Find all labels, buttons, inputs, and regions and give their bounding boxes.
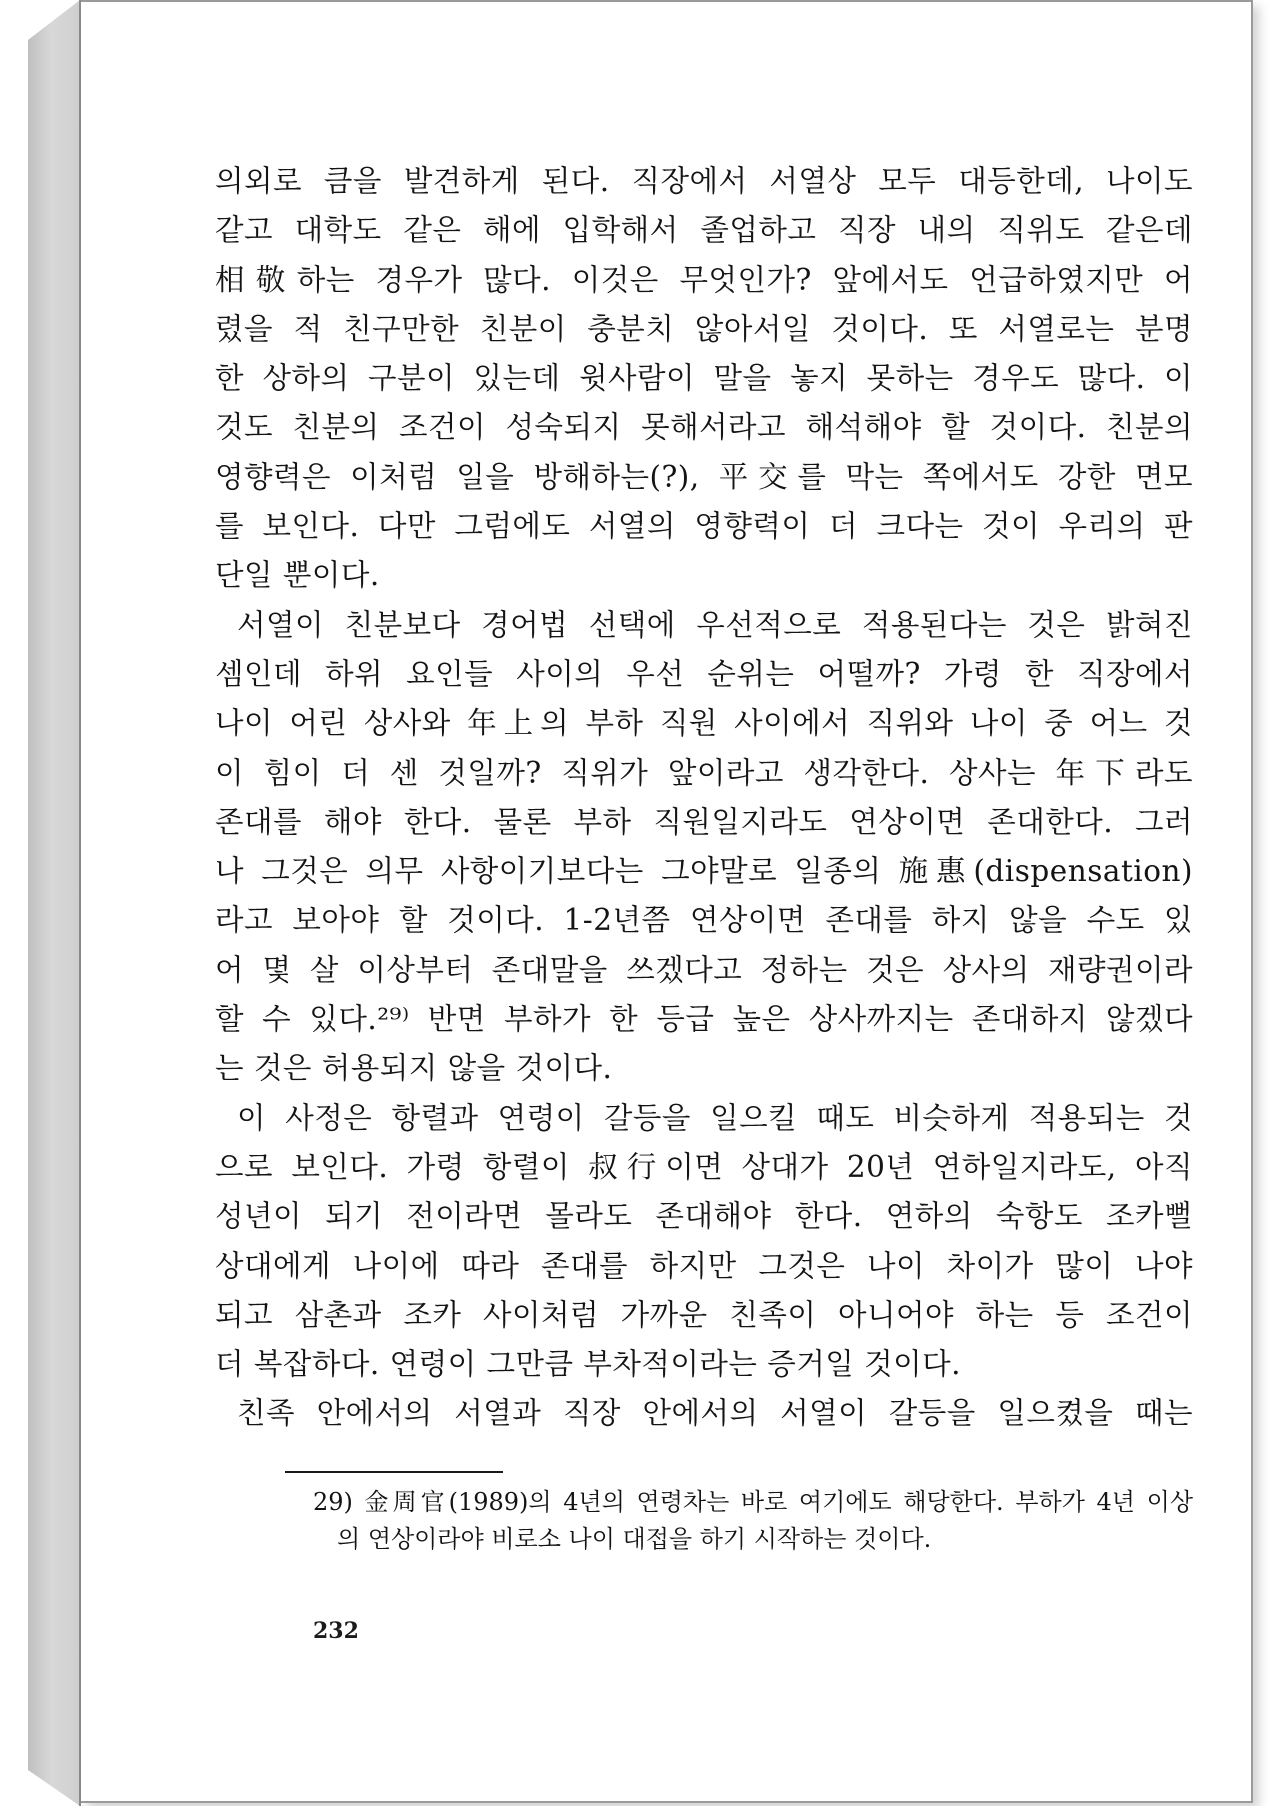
book-spine-edge	[28, 0, 80, 1806]
text-line: 나 그것은 의무 사항이기보다는 그야말로 일종의 施惠(dispensation)	[215, 854, 1193, 889]
page-number: 232	[313, 1618, 359, 1644]
text-line: 어 몇 살 이상부터 존대말을 쓰겠다고 정하는 것은 상사의 재량권이라	[215, 952, 1193, 987]
book-page	[81, 0, 1253, 1803]
text-line: 단일 뿐이다.	[215, 558, 380, 593]
body-text	[215, 157, 1193, 1439]
text-line: 라고 보아야 할 것이다. 1-2년쯤 연상이면 존대를 하지 않을 수도 있	[215, 903, 1193, 938]
text-line: 성년이 되기 전이라면 몰라도 존대해야 한다. 연하의 숙항도 조카뻘	[215, 1199, 1193, 1234]
text-line: 할 수 있다.²⁹⁾ 반면 부하가 한 등급 높은 상사까지는 존대하지 않겠다	[215, 1002, 1193, 1037]
text-line: 친족 안에서의 서열과 직장 안에서의 서열이 갈등을 일으켰을 때는	[237, 1396, 1193, 1431]
footnote-separator	[285, 1471, 503, 1473]
text-line: 으로 보인다. 가령 항렬이 叔行이면 상대가 20년 연하일지라도, 아직	[215, 1149, 1193, 1184]
text-line: 의외로 큼을 발견하게 된다. 직장에서 서열상 모두 대등한데, 나이도	[215, 164, 1193, 198]
text-line: 것도 친분의 조건이 성숙되지 못해서라고 해석해야 할 것이다. 친분의	[215, 410, 1193, 445]
footnote	[313, 1484, 1193, 1558]
text-line: 영향력은 이처럼 일을 방해하는(?), 平交를 막는 쪽에서도 강한 면모	[215, 459, 1193, 494]
text-line: 한 상하의 구분이 있는데 윗사람이 말을 놓지 못하는 경우도 많다. 이	[215, 361, 1193, 396]
text-line: 이 힘이 더 센 것일까? 직위가 앞이라고 생각한다. 상사는 年下라도	[215, 755, 1193, 790]
text-line: 상대에게 나이에 따라 존대를 하지만 그것은 나이 차이가 많이 나야	[215, 1248, 1193, 1283]
text-line: 같고 대학도 같은 해에 입학해서 졸업하고 직장 내의 직위도 같은데	[215, 213, 1193, 248]
text-line: 나이 어린 상사와 年上의 부하 직원 사이에서 직위와 나이 중 어느 것	[215, 706, 1193, 741]
footnote-line: 29) 金周官(1989)의 4년의 연령차는 바로 여기에도 해당한다. 부하가 4년 이상	[313, 1488, 1193, 1516]
text-line: 더 복잡하다. 연령이 그만큼 부차적이라는 증거일 것이다.	[215, 1347, 961, 1382]
text-line: 렸을 적 친구만한 친분이 충분치 않아서일 것이다. 또 서열로는 분명	[215, 311, 1193, 346]
text-line: 相敬하는 경우가 많다. 이것은 무엇인가? 앞에서도 언급하였지만 어	[215, 262, 1193, 297]
text-line: 를 보인다. 다만 그럼에도 서열의 영향력이 더 크다는 것이 우리의 판	[215, 509, 1193, 544]
text-line: 셈인데 하위 요인들 사이의 우선 순위는 어떨까? 가령 한 직장에서	[215, 656, 1193, 691]
text-line: 는 것은 허용되지 않을 것이다.	[215, 1051, 613, 1086]
text-line: 되고 삼촌과 조카 사이처럼 가까운 친족이 아니어야 하는 등 조건이	[215, 1297, 1193, 1332]
footnote-line: 의 연상이라야 비로소 나이 대접을 하기 시작하는 것이다.	[337, 1525, 932, 1553]
text-line: 서열이 친분보다 경어법 선택에 우선적으로 적용된다는 것은 밝혀진	[237, 607, 1193, 642]
text-line: 존대를 해야 한다. 물론 부하 직원일지라도 연상이면 존대한다. 그러	[215, 804, 1193, 839]
text-line: 이 사정은 항렬과 연령이 갈등을 일으킬 때도 비슷하게 적용되는 것	[237, 1100, 1193, 1135]
